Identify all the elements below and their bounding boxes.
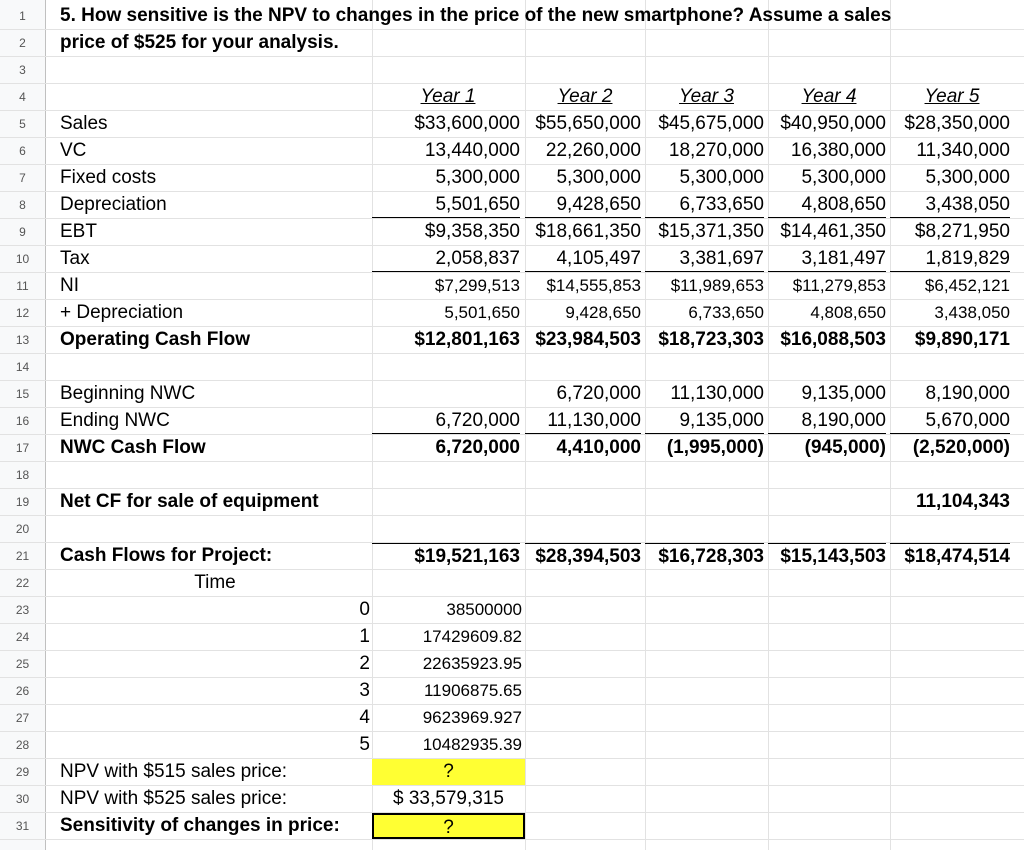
row-number: 10 xyxy=(15,252,30,266)
row-label: Net CF for sale of equipment xyxy=(60,491,319,512)
row-number: 13 xyxy=(15,333,30,347)
row-number: 4 xyxy=(19,90,26,104)
sheet-row xyxy=(0,165,1024,192)
value-cell[interactable]: 2,058,837 xyxy=(372,246,520,272)
value-cell[interactable]: 13,440,000 xyxy=(424,140,520,161)
value-cell[interactable]: 4,808,650 xyxy=(768,192,886,218)
question-text: price of $525 for your analysis. xyxy=(60,32,339,53)
value-cell[interactable]: $8,271,950 xyxy=(914,221,1010,242)
value-cell[interactable]: 3,438,050 xyxy=(934,303,1010,322)
sheet-row xyxy=(0,705,1024,732)
sheet-row xyxy=(0,57,1024,84)
value-cell[interactable]: 6,733,650 xyxy=(688,303,764,322)
row-number: 19 xyxy=(15,495,30,509)
sheet-row xyxy=(0,786,1024,813)
value-cell[interactable]: 3,438,050 xyxy=(890,192,1010,218)
year-header: Year 1 xyxy=(420,86,476,107)
row-number: 11 xyxy=(16,279,29,293)
row-number: 20 xyxy=(15,522,30,536)
sheet-row xyxy=(0,570,1024,597)
value-cell[interactable]: $6,452,121 xyxy=(924,276,1010,295)
time-period[interactable]: 0 xyxy=(359,599,370,620)
row-number: 21 xyxy=(15,549,30,563)
row-number: 14 xyxy=(15,360,30,374)
cash-flow-value[interactable]: 9623969.927 xyxy=(422,708,522,727)
value-cell[interactable]: 8,190,000 xyxy=(925,383,1010,404)
row-label: + Depreciation xyxy=(60,302,184,323)
row-number: 27 xyxy=(15,711,30,725)
row-number: 9 xyxy=(19,225,26,239)
cash-flow-value[interactable]: 11906875.65 xyxy=(423,681,522,700)
row-label: Cash Flows for Project: xyxy=(60,545,273,566)
value-cell[interactable]: 3,181,497 xyxy=(768,246,886,272)
sheet-row xyxy=(0,489,1024,516)
value-cell[interactable]: $16,088,503 xyxy=(780,329,886,350)
row-label: VC xyxy=(60,140,87,161)
sheet-row xyxy=(0,138,1024,165)
value-cell[interactable]: 11,130,000 xyxy=(525,408,641,434)
value-cell[interactable]: $33,600,000 xyxy=(414,113,520,134)
sheet-row xyxy=(0,192,1024,219)
row-number: 29 xyxy=(15,765,30,779)
value-cell[interactable]: (1,995,000) xyxy=(666,437,764,458)
value-cell[interactable]: $11,279,853 xyxy=(792,276,886,295)
value-cell[interactable]: 5,300,000 xyxy=(556,167,641,188)
value-cell[interactable]: 9,135,000 xyxy=(645,408,764,434)
row-number: 3 xyxy=(19,63,26,77)
sheet-row xyxy=(0,543,1024,570)
value-cell[interactable]: $15,143,503 xyxy=(768,543,886,569)
sheet-row xyxy=(0,732,1024,759)
value-cell[interactable]: $12,801,163 xyxy=(414,329,520,350)
value-cell[interactable]: 5,670,000 xyxy=(890,408,1010,434)
value-cell[interactable]: $15,371,350 xyxy=(658,221,764,242)
value-cell[interactable]: (945,000) xyxy=(804,437,886,458)
value-cell[interactable]: 5,501,650 xyxy=(372,192,520,218)
row-number: 22 xyxy=(15,576,30,590)
row-label: Operating Cash Flow xyxy=(60,329,251,350)
row-number: 1 xyxy=(19,9,26,23)
row-number: 15 xyxy=(15,387,30,401)
sheet-row xyxy=(0,84,1024,111)
value-cell[interactable]: 5,300,000 xyxy=(435,167,520,188)
sheet-row xyxy=(0,678,1024,705)
value-cell[interactable] xyxy=(372,381,520,407)
value-cell[interactable]: 6,733,650 xyxy=(645,192,764,218)
value-cell[interactable]: $18,661,350 xyxy=(535,221,641,242)
sheet-row xyxy=(0,273,1024,300)
value-cell[interactable]: $9,890,171 xyxy=(914,329,1010,350)
row-number: 17 xyxy=(15,441,30,455)
value-cell[interactable]: 11,340,000 xyxy=(916,140,1010,161)
sheet-row xyxy=(0,759,1024,786)
cash-flow-value[interactable]: 38500000 xyxy=(446,600,522,619)
value-cell[interactable]: 9,135,000 xyxy=(801,383,886,404)
year-header: Year 5 xyxy=(924,86,980,107)
sheet-row xyxy=(0,219,1024,246)
value-cell[interactable]: $14,555,853 xyxy=(546,276,641,295)
value-cell[interactable]: 6,720,000 xyxy=(435,437,520,458)
value-cell[interactable]: $23,984,503 xyxy=(535,329,641,350)
value-cell[interactable]: 3,381,697 xyxy=(645,246,764,272)
value-cell[interactable]: 18,270,000 xyxy=(668,140,764,161)
row-number: 7 xyxy=(19,171,26,185)
npv-value[interactable]: $ 33,579,315 xyxy=(393,788,504,809)
value-cell[interactable]: $45,675,000 xyxy=(658,113,764,134)
value-cell[interactable]: $40,950,000 xyxy=(780,113,886,134)
value-cell[interactable]: $55,650,000 xyxy=(535,113,641,134)
row-number: 24 xyxy=(15,630,30,644)
value-cell[interactable]: $11,989,653 xyxy=(670,276,764,295)
row-number: 25 xyxy=(15,657,30,671)
sheet-row xyxy=(0,624,1024,651)
row-label: EBT xyxy=(60,221,97,242)
row-number: 12 xyxy=(15,306,30,320)
sheet-row xyxy=(0,597,1024,624)
row-number: 30 xyxy=(15,792,30,806)
sheet-row xyxy=(0,813,1024,840)
value-cell[interactable]: $28,350,000 xyxy=(904,113,1010,134)
value-cell[interactable]: $16,728,303 xyxy=(645,543,764,569)
value-cell[interactable]: $19,521,163 xyxy=(372,543,520,569)
value-cell[interactable]: 22,260,000 xyxy=(545,140,641,161)
row-number: 18 xyxy=(15,468,30,482)
row-label: Sales xyxy=(60,113,108,134)
sheet-row xyxy=(0,462,1024,489)
sheet-row xyxy=(0,327,1024,354)
row-label: Beginning NWC xyxy=(60,383,196,404)
cash-flow-value[interactable]: 10482935.39 xyxy=(422,735,522,754)
npv-label: NPV with $525 sales price: xyxy=(60,788,288,809)
value-cell[interactable]: 4,808,650 xyxy=(810,303,886,322)
sheet-row xyxy=(0,246,1024,273)
time-period[interactable]: 2 xyxy=(359,653,370,674)
npv-label: Sensitivity of changes in price: xyxy=(60,815,340,836)
value-cell[interactable]: 5,501,650 xyxy=(444,303,520,322)
sheet-row xyxy=(0,354,1024,381)
row-label: Tax xyxy=(60,248,90,269)
row-label: NWC Cash Flow xyxy=(60,437,206,458)
value-cell[interactable]: 5,300,000 xyxy=(925,167,1010,188)
row-label: NI xyxy=(60,275,79,296)
value-cell[interactable]: 1,819,829 xyxy=(890,246,1010,272)
value-cell[interactable]: $7,299,513 xyxy=(434,276,520,295)
value-cell[interactable]: 4,410,000 xyxy=(556,437,641,458)
npv-label: NPV with $515 sales price: xyxy=(60,761,288,782)
row-number: 31 xyxy=(15,819,30,833)
value-cell[interactable]: 9,428,650 xyxy=(525,192,641,218)
time-period[interactable]: 4 xyxy=(359,707,370,728)
value-cell[interactable]: $18,474,514 xyxy=(890,543,1010,569)
year-header: Year 4 xyxy=(801,86,857,107)
sheet-row xyxy=(0,516,1024,543)
sheet-row xyxy=(0,435,1024,462)
time-period[interactable]: 3 xyxy=(359,680,370,701)
value-cell[interactable]: $18,723,303 xyxy=(658,329,764,350)
sheet-row xyxy=(0,651,1024,678)
value-cell[interactable]: $28,394,503 xyxy=(525,543,641,569)
year-header: Year 2 xyxy=(557,86,613,107)
cash-flow-value[interactable]: 22635923.95 xyxy=(422,654,522,673)
npv-value[interactable]: ? xyxy=(372,759,525,785)
row-number: 8 xyxy=(19,198,26,212)
row-number: 23 xyxy=(15,603,30,617)
sheet-row xyxy=(0,408,1024,435)
value-cell[interactable]: 4,105,497 xyxy=(525,246,641,272)
npv-value[interactable]: ? xyxy=(372,813,525,839)
row-label: Depreciation xyxy=(60,194,167,215)
value-cell[interactable]: 5,300,000 xyxy=(801,167,886,188)
row-number: 16 xyxy=(15,414,30,428)
sheet-row xyxy=(0,3,1024,30)
time-period[interactable]: 5 xyxy=(359,734,370,755)
value-cell[interactable]: 5,300,000 xyxy=(679,167,764,188)
row-label: Fixed costs xyxy=(60,167,157,188)
value-cell[interactable]: $9,358,350 xyxy=(424,221,520,242)
value-cell[interactable]: 11,130,000 xyxy=(670,383,764,404)
sheet-row xyxy=(0,381,1024,408)
sheet-row xyxy=(0,111,1024,138)
value-cell[interactable]: $14,461,350 xyxy=(780,221,886,242)
value-cell[interactable]: 16,380,000 xyxy=(790,140,886,161)
value-cell[interactable]: (2,520,000) xyxy=(912,437,1010,458)
row-number: 6 xyxy=(19,144,26,158)
sheet-row xyxy=(0,300,1024,327)
row-number: 5 xyxy=(19,117,26,131)
value-cell[interactable]: 6,720,000 xyxy=(556,383,641,404)
time-period[interactable]: 1 xyxy=(359,626,370,647)
time-label: Time xyxy=(194,572,236,593)
row-label: Ending NWC xyxy=(60,410,170,431)
year-header: Year 3 xyxy=(679,86,734,107)
value-cell[interactable]: 6,720,000 xyxy=(372,408,520,434)
sheet-row xyxy=(0,30,1024,57)
question-text: 5. How sensitive is the NPV to changes in the price of the new smartphone? Assume a sales xyxy=(60,5,892,26)
row-number: 2 xyxy=(19,36,26,50)
value-cell[interactable]: 9,428,650 xyxy=(565,303,641,322)
row-number: 26 xyxy=(15,684,30,698)
row-number: 28 xyxy=(15,738,30,752)
cash-flow-value[interactable]: 17429609.82 xyxy=(422,627,522,646)
value-cell[interactable]: 11,104,343 xyxy=(915,491,1010,512)
value-cell[interactable]: 8,190,000 xyxy=(768,408,886,434)
